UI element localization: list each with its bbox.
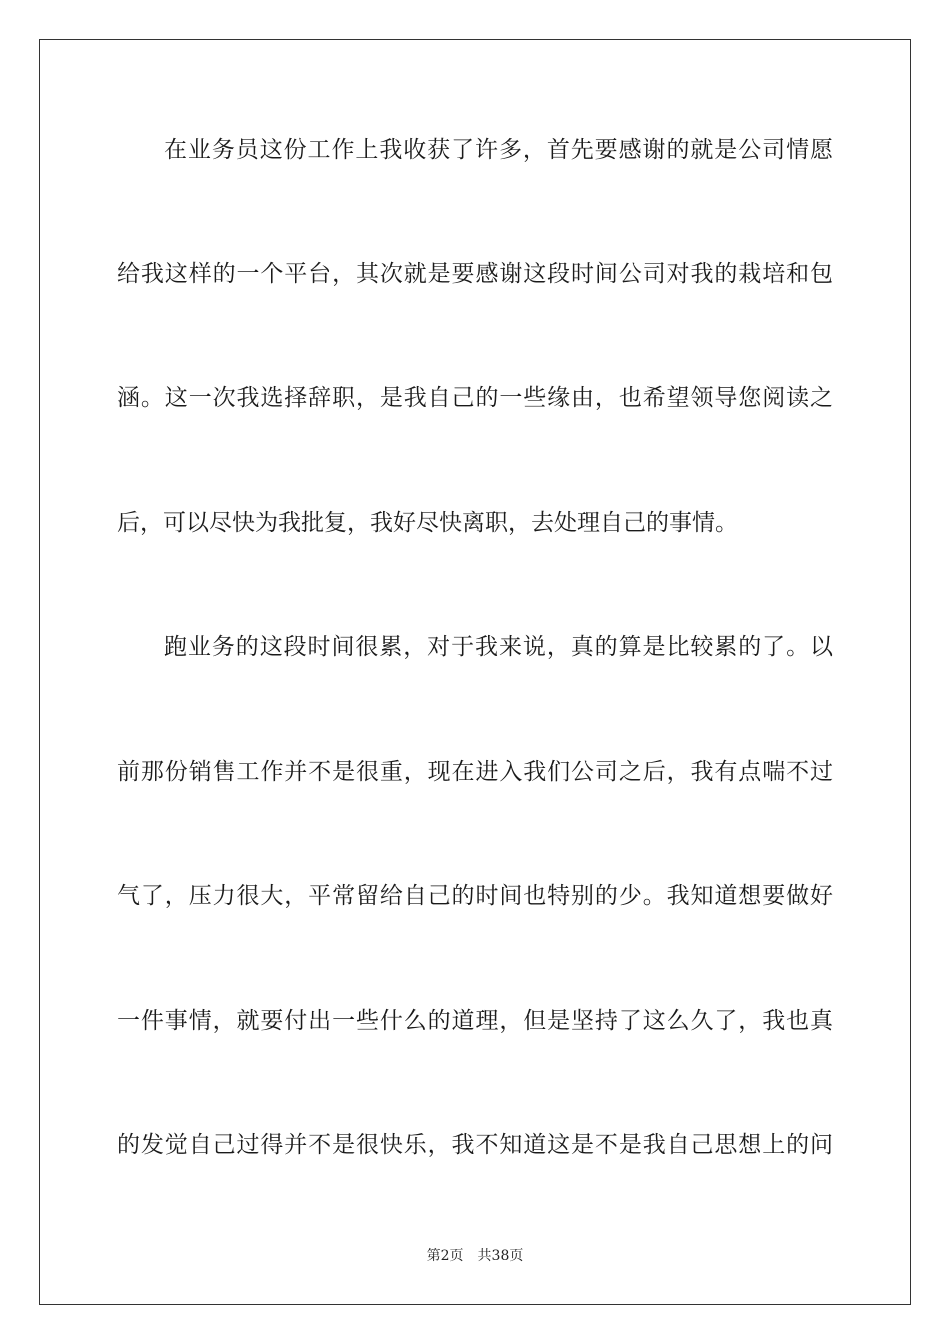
page-footer <box>0 1246 950 1266</box>
paragraph-2-line-1: 跑业务的这段时间很累，对于我来说，真的算是比较累的了。以 <box>164 634 833 660</box>
paragraph-2-line-2: 前那份销售工作并不是很重，现在进入我们公司之后，我有点喘不过 <box>117 759 833 785</box>
paragraph-2-line-3: 气了，压力很大，平常留给自己的时间也特别的少。我知道想要做好 <box>117 883 833 909</box>
paragraph-2-line-5: 的发觉自己过得并不是很快乐，我不知道这是不是我自己思想上的问 <box>117 1132 833 1158</box>
paragraph-1-line-3: 涵。这一次我选择辞职，是我自己的一些缘由，也希望领导您阅读之 <box>117 385 833 411</box>
page-total: 共38页 <box>477 1248 524 1264</box>
page-border <box>39 39 911 1305</box>
page-number: 第2页 <box>426 1248 464 1264</box>
paragraph-1-line-2: 给我这样的一个平台，其次就是要感谢这段时间公司对我的栽培和包 <box>117 261 833 287</box>
paragraph-1-line-4: 后，可以尽快为我批复，我好尽快离职，去处理自己的事情。 <box>117 510 738 536</box>
paragraph-1-line-1: 在业务员这份工作上我收获了许多，首先要感谢的就是公司情愿 <box>164 137 833 163</box>
paragraph-2-line-4: 一件事情，就要付出一些什么的道理，但是坚持了这么久了，我也真 <box>117 1008 833 1034</box>
